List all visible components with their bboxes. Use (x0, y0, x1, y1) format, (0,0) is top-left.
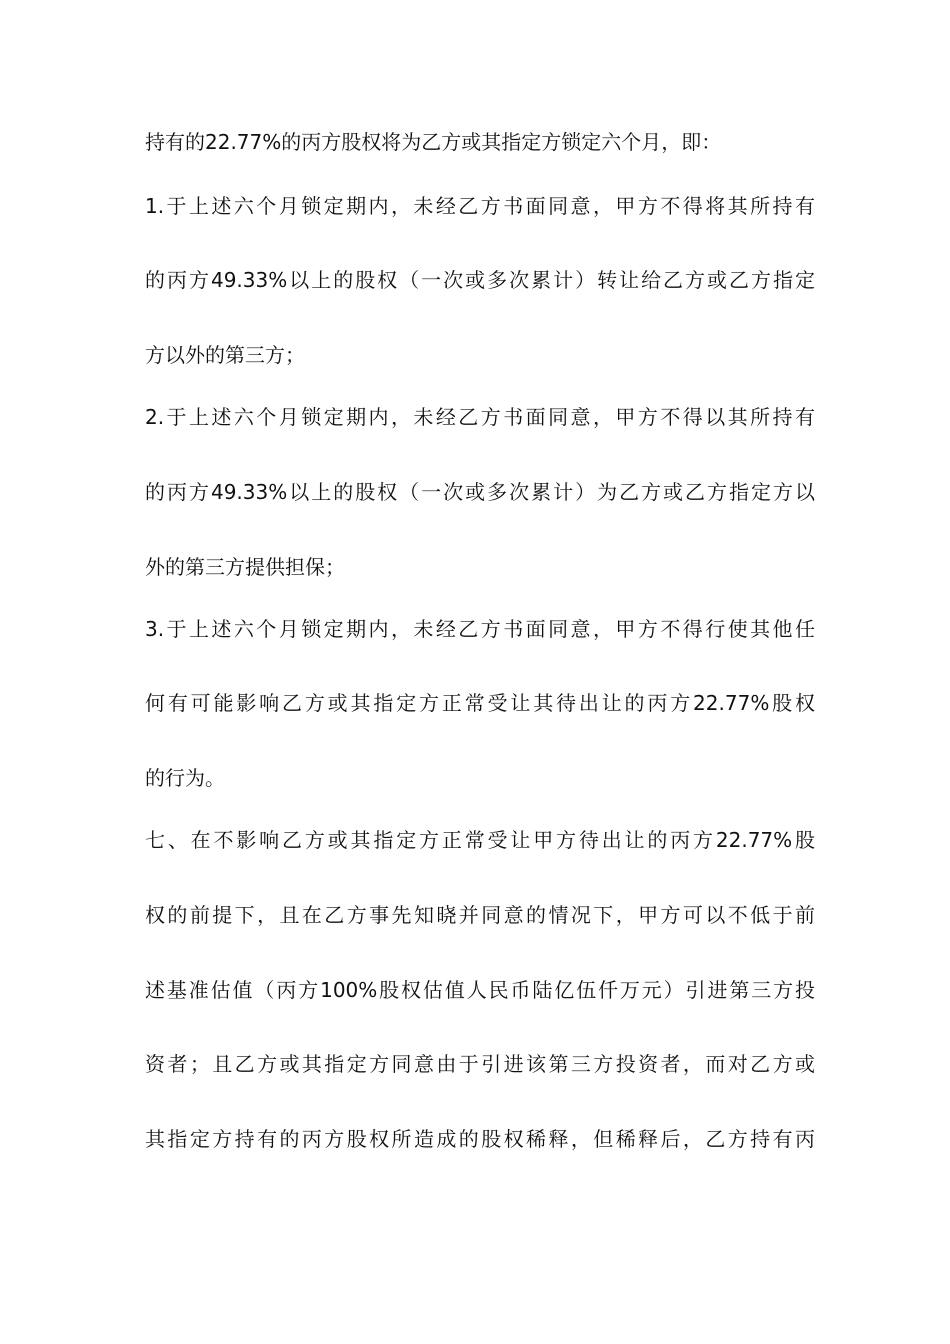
text-line: 的丙方49.33%以上的股权（一次或多次累计）转让给乙方或乙方指定 (145, 268, 815, 292)
text-line: 权的前提下，且在乙方事先知晓并同意的情况下，甲方可以不低于前 (145, 903, 815, 927)
text-line: 2.于上述六个月锁定期内，未经乙方书面同意，甲方不得以其所持有 (145, 405, 815, 429)
text-line: 的行为。 (145, 766, 225, 790)
text-line: 持有的22.77%的丙方股权将为乙方或其指定方锁定六个月，即： (145, 130, 722, 154)
text-line: 何有可能影响乙方或其指定方正常受让其待出让的丙方22.77%股权 (145, 691, 815, 715)
text-line: 七、在不影响乙方或其指定方正常受让甲方待出让的丙方22.77%股 (145, 828, 815, 852)
text-line: 外的第三方提供担保； (145, 555, 345, 579)
text-line: 的丙方49.33%以上的股权（一次或多次累计）为乙方或乙方指定方以 (145, 480, 815, 504)
text-line: 其指定方持有的丙方股权所造成的股权稀释，但稀释后，乙方持有丙 (145, 1127, 815, 1151)
text-line: 述基准估值（丙方100%股权估值人民币陆亿伍仟万元）引进第三方投 (145, 978, 815, 1002)
text-line: 1.于上述六个月锁定期内，未经乙方书面同意，甲方不得将其所持有 (145, 194, 815, 218)
text-line: 方以外的第三方； (145, 343, 305, 367)
text-line: 资者；且乙方或其指定方同意由于引进该第三方投资者，而对乙方或 (145, 1052, 815, 1076)
text-line: 3.于上述六个月锁定期内，未经乙方书面同意，甲方不得行使其他任 (145, 617, 815, 641)
